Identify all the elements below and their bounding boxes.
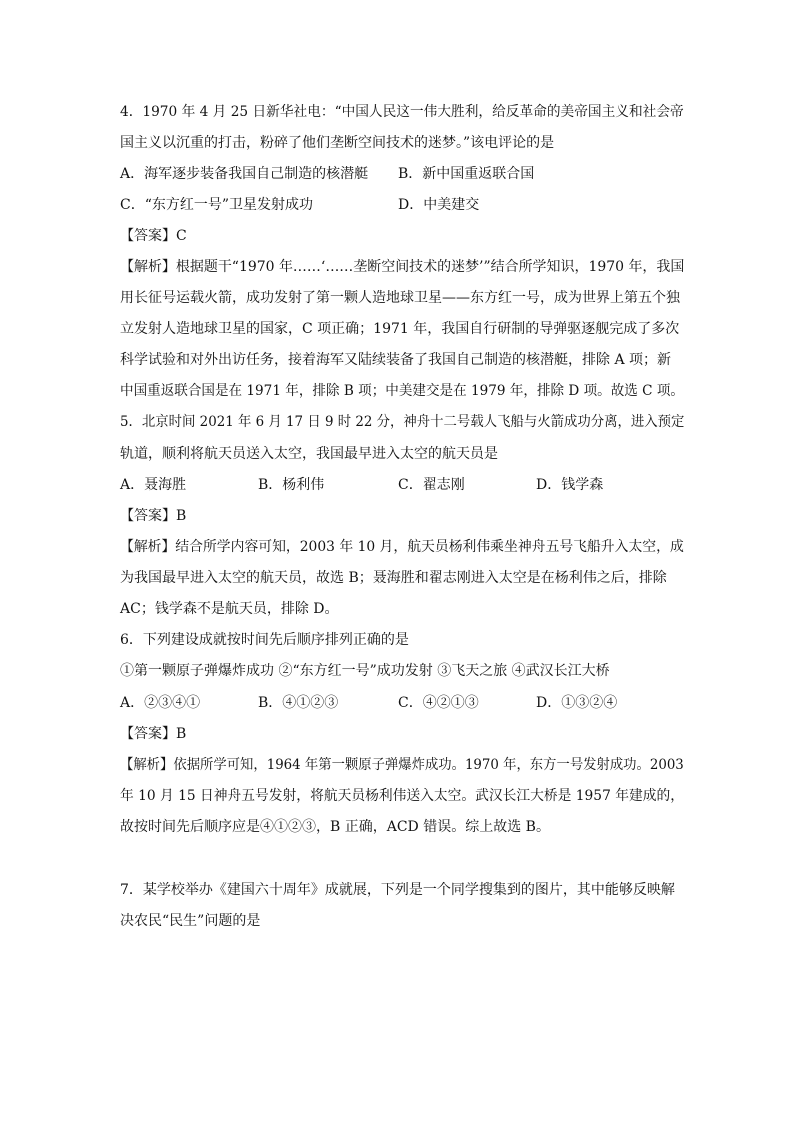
q4-stem-line-1: 4．1970 年 4 月 25 日新华社电：“中国人民这一伟大胜利，给反革命的美帝国主义和社会帝 bbox=[120, 104, 684, 120]
q4-analysis-line-1: 【解析】根据题干“1970 年……‘……垄断空间技术的迷梦’”结合所学知识，1970 年，我国 bbox=[120, 259, 685, 275]
q4-option-c: C．“东方红一号”卫星发射成功 bbox=[120, 197, 314, 213]
q4-option-a: A．海军逐步装备我国自己制造的核潜艇 bbox=[120, 166, 369, 182]
q4-option-d: D．中美建交 bbox=[398, 197, 480, 213]
q6-option-b: B．④①②③ bbox=[258, 695, 339, 711]
q6-option-c: C．④②①③ bbox=[398, 695, 479, 711]
q5-analysis-line-2: 为我国最早进入太空的航天员，故选 B；聂海胜和翟志刚进入太空是在杨利伟之后，排除 bbox=[120, 570, 667, 586]
q4-analysis-line-4: 科学试验和对外出访任务，接着海军又陆续装备了我国自己制造的核潜艇，排除 A 项；新 bbox=[120, 352, 672, 368]
q6-option-a: A．②③④① bbox=[120, 695, 201, 711]
q6-option-d: D．①③②④ bbox=[536, 695, 618, 711]
q6-stem-line-1: 6．下列建设成就按时间先后顺序排列正确的是 bbox=[120, 632, 409, 648]
q5-answer: 【答案】B bbox=[120, 508, 187, 524]
q6-analysis-line-1: 【解析】依据所学可知，1964 年第一颗原子弹爆炸成功。1970 年，东方一号发射成功。2003 bbox=[120, 757, 684, 773]
q5-stem-line-1: 5．北京时间 2021 年 6 月 17 日 9 时 22 分，神舟十二号载人飞船与火箭成功分离，进入预定 bbox=[120, 414, 685, 430]
q6-analysis-line-2: 年 10 月 15 日神舟五号发射，将航天员杨利伟送入太空。武汉长江大桥是 1957 年建成的， bbox=[120, 788, 684, 804]
q4-analysis-line-3: 立发射人造地球卫星的国家，C 项正确；1971 年，我国自行研制的导弹驱逐舰完成了多次 bbox=[120, 321, 680, 337]
q4-answer: 【答案】C bbox=[120, 228, 187, 244]
q6-analysis-line-3: 故按时间先后顺序应是④①②③，B 正确，ACD 错误。综上故选 B。 bbox=[120, 819, 550, 835]
q5-option-a: A．聂海胜 bbox=[120, 477, 187, 493]
q4-stem-line-2: 国主义以沉重的打击，粉碎了他们垄断空间技术的迷梦。”该电评论的是 bbox=[120, 135, 555, 151]
q6-stem-line-2: ①第一颗原子弹爆炸成功 ②“东方红一号”成功发射 ③飞天之旅 ④武汉长江大桥 bbox=[120, 663, 610, 679]
q7-stem-line-1: 7．某学校举办《建国六十周年》成就展，下列是一个同学搜集到的图片，其中能够反映解 bbox=[120, 882, 675, 898]
q7-stem-line-2: 决农民“民生”问题的是 bbox=[120, 913, 261, 929]
q5-analysis-line-3: AC；钱学森不是航天员，排除 D。 bbox=[120, 601, 339, 617]
q6-answer: 【答案】B bbox=[120, 726, 187, 742]
q5-option-d: D．钱学森 bbox=[536, 477, 604, 493]
q4-analysis-line-2: 用长征号运载火箭，成功发射了第一颗人造地球卫星——东方红一号，成为世界上第五个独 bbox=[120, 290, 680, 306]
q4-option-b: B．新中国重返联合国 bbox=[398, 166, 535, 182]
q5-stem-line-2: 轨道，顺利将航天员送入太空，我国最早进入太空的航天员是 bbox=[120, 446, 498, 462]
q5-analysis-line-1: 【解析】结合所学内容可知，2003 年 10 月，航天员杨利伟乘坐神舟五号飞船升入太空，成 bbox=[120, 539, 684, 555]
q5-option-c: C．翟志刚 bbox=[398, 477, 465, 493]
q4-analysis-line-5: 中国重返联合国是在 1971 年，排除 B 项；中美建交是在 1979 年，排除 D 项。故选 C 项。 bbox=[120, 383, 685, 399]
q5-option-b: B．杨利伟 bbox=[258, 477, 325, 493]
